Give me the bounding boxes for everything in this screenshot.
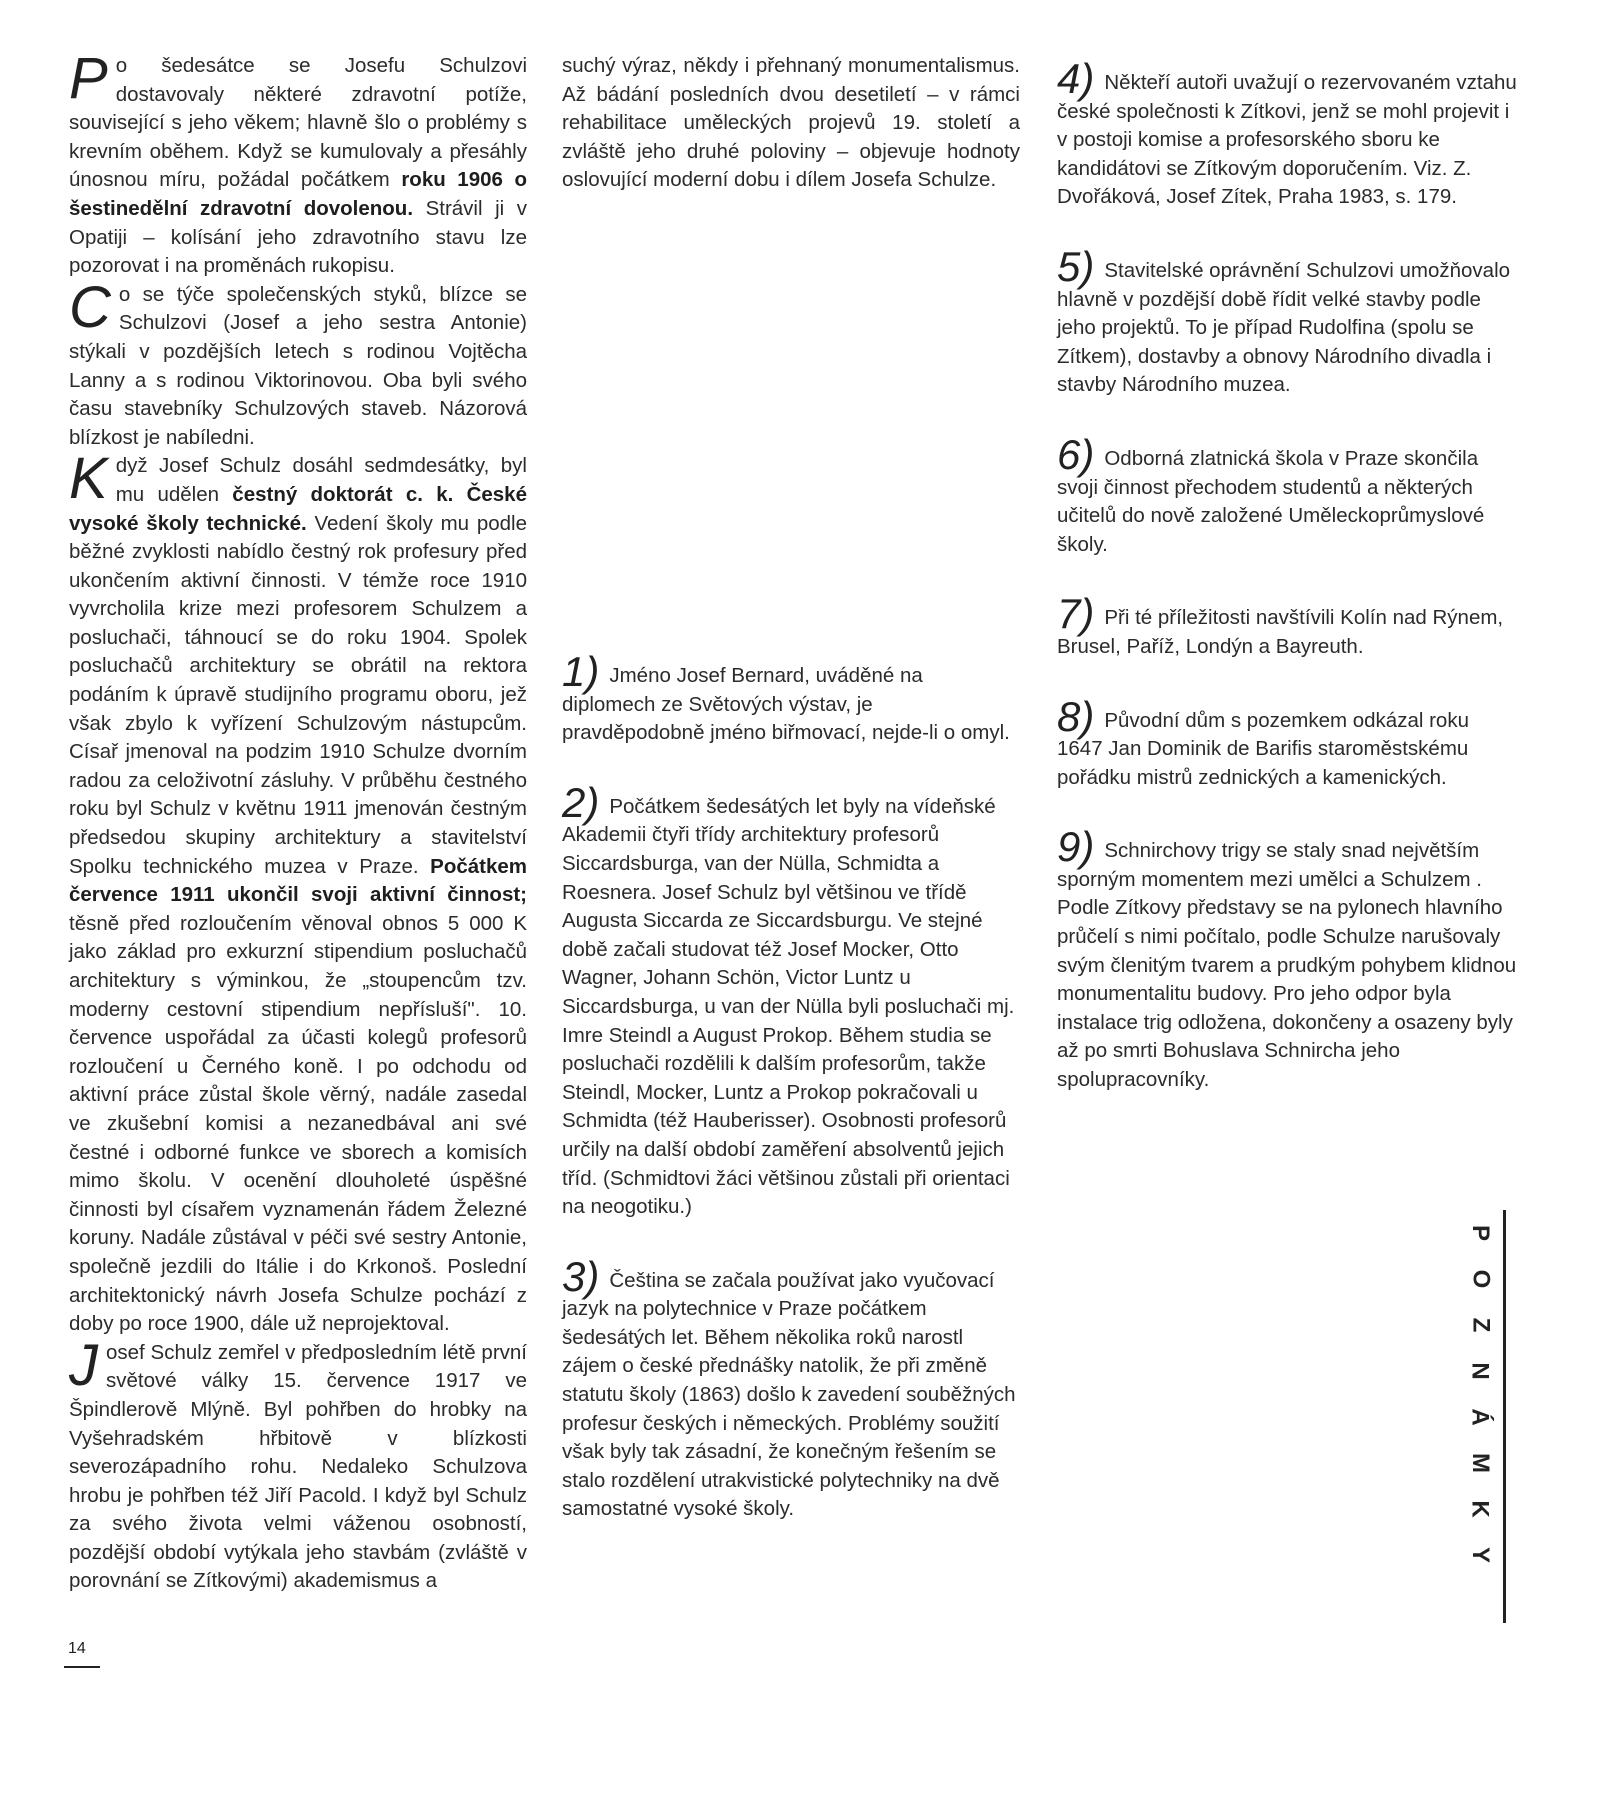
drop-cap: C: [69, 274, 111, 340]
paragraph-continuation: suchý výraz, někdy i přehnaný monumentalismus. Až bádání posledních dvou desetiletí – v rámci rehabilitace uměleckých projevů 19. století a zvláště jeho druhé poloviny – objevuje hodnoty oslovující moderní dobu i dílem Josefa Schulze.: [562, 54, 1020, 192]
footnote: [1057, 430, 1517, 559]
paragraph-social: [69, 274, 527, 453]
footnote-number: 6): [1057, 430, 1095, 478]
paragraph-doctorate: [69, 446, 527, 1338]
footnote: [1057, 692, 1517, 793]
text-run: osef Schulz zemřel v předposledním létě první světové války 15. července 1917 ve Špindlerově Mlýně. Byl pohřben do hrobky na Vyšehradském hřbitově v blízkosti severozápadního rohu. Nedaleko Schulzova hrobu je pohřben též Jiří Pacold. I když byl Schulz za svého života velmi váženou osobností, pozdější období vytýkala jeho stavbám (zvláště v porovnání se Zítkovými) akademismus a: [69, 1340, 527, 1593]
footnote: [562, 778, 1020, 1222]
bold-text-run: roku 1906 o šestinedělní zdravotní dovolenou.: [69, 168, 527, 220]
paragraph-health: [69, 46, 527, 281]
footnote: [1057, 823, 1517, 1094]
footnote: [1057, 242, 1517, 400]
bold-text-run: Počátkem července 1911 ukončil svoji aktivní činnost;: [69, 854, 527, 907]
footnote: [562, 1252, 1020, 1524]
section-title-rule: [1503, 1210, 1506, 1623]
text-run: o se týče společenských styků, blízce se Schulzovi (Josef a jeho sestra Antonie) stýkali v pozdějších letech s rodinou Vojtěcha Lanny a s rodinou Viktorinovou. Oba byli svého času stavebníky Schulzových staveb. Názorová blízkost je nabíledni.: [69, 282, 527, 449]
footnote-number: 3): [562, 1252, 600, 1300]
footnote-number: 1): [562, 648, 600, 695]
footnote-number: 8): [1057, 692, 1095, 740]
main-text-column: [69, 46, 527, 1596]
footnote-text: Odborná zlatnická škola v Praze skončila svoji činnost přechodem studentů a některých učitelů do nově založené Uměleckoprůmyslové školy.: [1057, 446, 1485, 556]
text-run: Strávil ji v Opatiji – kolísání jeho zdravotního stavu lze pozorovat i na proměnách rukopisu.: [69, 196, 527, 278]
footnote-number: 7): [1057, 590, 1095, 638]
drop-cap: K: [69, 446, 108, 512]
footnote-text: Stavitelské oprávnění Schulzovi umožňovalo hlavně v pozdější době řídit velké stavby podle jeho projektů. To je případ Rudolfina (spolu se Zítkem), dostavby a obnovy Národního divadla i stavby Národního muzea.: [1057, 258, 1511, 397]
footnote-text: Při té příležitosti navštívili Kolín nad Rýnem, Brusel, Paříž, Londýn a Bayreuth.: [1057, 606, 1504, 658]
section-title-letter: N: [1467, 1362, 1494, 1380]
notes-list: [562, 648, 1020, 1564]
page-number: 14: [68, 1640, 86, 1657]
section-title-letter: P: [1466, 1224, 1494, 1242]
footnote: [1057, 590, 1517, 661]
middle-column: [562, 52, 1020, 1521]
footnote-number: 9): [1057, 823, 1095, 871]
section-title-letter: Z: [1466, 1317, 1494, 1333]
section-title-letter: Y: [1466, 1546, 1494, 1564]
footnote-text: Původní dům s pozemkem odkázal roku 1647 Jan Dominik de Barifis staroměstskému pořádku mistrů zednických a kamenických.: [1057, 708, 1469, 789]
section-title-letter: O: [1466, 1269, 1494, 1289]
text-run: o šedesátce se Josefu Schulzovi dostavovaly některé zdravotní potíže, související s jeho věkem; hlavně šlo o problémy s krevním oběhem. Když se kumulovaly a přesáhly únosnou míru, požádal počátkem: [69, 54, 527, 192]
footnote-text: Počátkem šedesátých let byly na vídeňské Akademii čtyři třídy architektury profesorů Siccardsburga, van der Nülla, Schmidta a Roesnera. Josef Schulz byl většinou ve třídě Augusta Siccarda ze Siccardsburgu. Ve stejné době začali studovat též Josef Mocker, Otto Wagner, Johann Schön, Victor Luntz u Siccardsburga, u van der Nülla byli posluchači mj. Imre Steindl a August Prokop. Během studia se posluchači rozdělili k dalším profesorům, takže Steindl, Mocker, Luntz a Prokop pokračovali u Schmidta (též Hauberisser). Osobnosti profesorů určily na další období zaměření absolventů jejich tříd. (Schmidtovi žáci většinou zůstali při orientaci na neogotiku.): [562, 794, 1015, 1219]
page-number-rule: [64, 1666, 100, 1668]
footnote-number: 2): [562, 778, 600, 826]
text-run: těsně před rozloučením věnoval obnos 5 000 K jako základ pro exkurzní stipendium posluchačů architektury s výminkou, že „stoupencům tzv. moderny cestovní stipendium nepřísluší". 10. července uspořádal za účasti kolegů profesorů rozloučení u Černého koně. I po odchodu od aktivní práce zůstal škole věrný, nadále zasedal ve zkušební komisi a nezanedbával ani své čestné i odborné funkce ve sborech a komisích mimo školu. V ocenění dlouholeté úspěšné činnosti byl císařem vyznamenán řádem Železné koruny. Nadále zůstával v péči své sestry Antonie, společně jezdili do Itálie i do Krkonoš. Poslední architektonický návrh Josefa Schulze pochází z doby po roce 1900, dále už neprojektoval.: [69, 911, 527, 1336]
footnote: [1057, 55, 1517, 212]
footnote-text: Schnirchovy trigy se staly snad největším sporným momentem mezi umělci a Schulzem . Podle Zítkovy představy se na pylonech hlavního průčelí s nimi počítalo, podle Schulze narušovaly svým členitým tvarem a prudkým pohybem klidnou monumentalitu budovy. Pro jeho odpor byla instalace trig odložena, dokončeny a osazeny byly až po smrti Bohuslava Schnircha jeho spolupracovníky.: [1057, 839, 1517, 1092]
paragraph-death: [69, 1332, 527, 1596]
footnote: [562, 648, 1020, 748]
footnote-text: Někteří autoři uvažují o rezervovaném vztahu české společnosti k Zítkovi, jenž se mohl projevit i v postoji komise a profesorského sboru ke kandidátovi se Zítkovým doporučením. Viz. Z. Dvořáková, Josef Zítek, Praha 1983, s. 179.: [1057, 71, 1517, 209]
footnote-text: Čeština se začala používat jako vyučovací jazyk na polytechnice v Praze počátkem šedesátých let. Během několika roků narostl zájem o české přednášky natolik, že při změně statutu školy (1863) došlo k zavedení souběžných profesur českých i německých. Problémy soužití však byly tak zásadní, že konečným řešením se stalo rozdělení utrakvistické polytechniky na dvě samostatné vysoké školy.: [562, 1268, 1016, 1521]
footnote-number: 5): [1057, 242, 1095, 290]
notes-list: [1057, 55, 1517, 1135]
footnote-text: Jméno Josef Bernard, uváděné na diplomech ze Světových výstav, je pravděpodobně jméno biřmovací, nejde-li o omyl.: [562, 664, 1010, 745]
text-run: dyž Josef Schulz dosáhl sedmdesátky, byl mu udělen: [115, 454, 527, 506]
section-title-vertical: [1460, 1210, 1500, 1578]
text-run: Vedení školy mu podle běžné zvyklosti nabídlo čestný rok profesury před ukončením aktivní činnosti. V témže roce 1910 vyvrcholila krize mezi profesorem Schulzem a posluchači, táhnoucí se do roku 1904. Spolek posluchačů architektury se obrátil na rektora podáním k úpravě studijního programu oboru, jež však zbylo k vyřízení Schulzovým nástupcům. Císař jmenoval na podzim 1910 Schulze dvorním radou za celoživotní zásluhy. V průběhu čestného roku byl Schulz v květnu 1911 jmenován čestným předsedou skupiny architektury a stavitelství Spolku technického muzea v Praze.: [69, 511, 527, 878]
bold-text-run: čestný doktorát c. k. České vysoké školy technické.: [69, 482, 527, 535]
footnote-number: 4): [1057, 55, 1095, 102]
section-title-letter: M: [1467, 1453, 1494, 1473]
section-title-letter: K: [1467, 1500, 1494, 1518]
drop-cap: J: [69, 1332, 98, 1398]
section-title-letter: Á: [1467, 1408, 1494, 1426]
drop-cap: P: [69, 46, 108, 111]
